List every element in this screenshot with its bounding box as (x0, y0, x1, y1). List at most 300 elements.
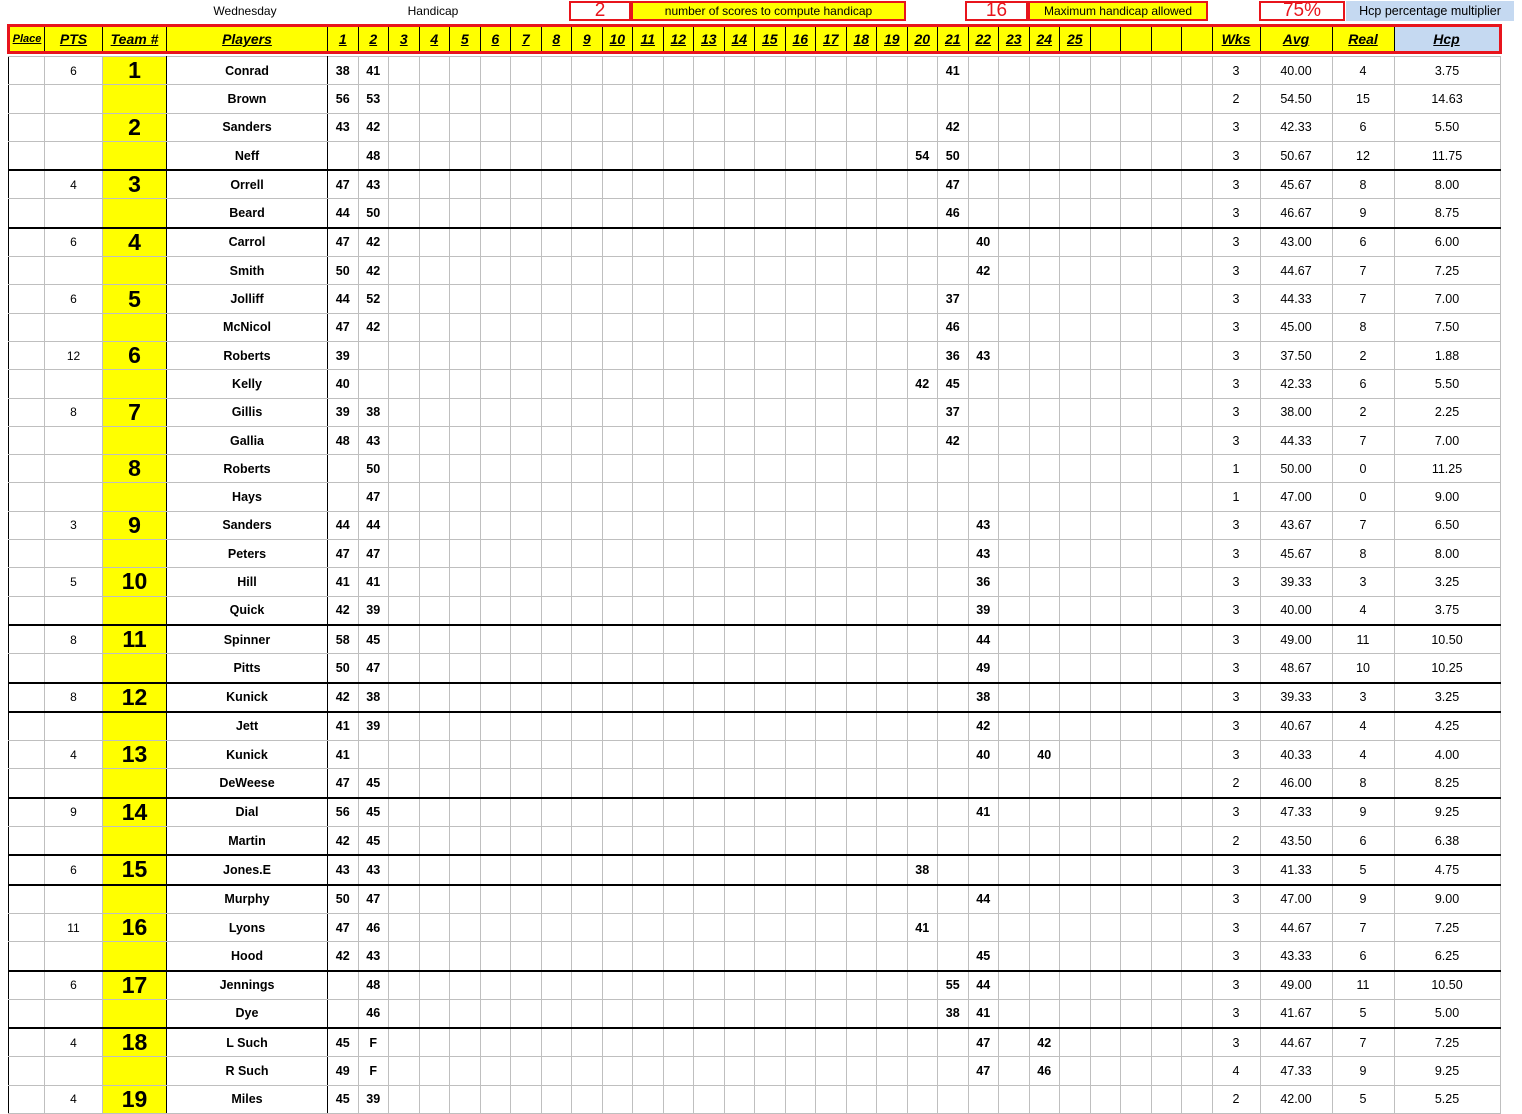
score-cell[interactable] (511, 426, 542, 454)
score-cell[interactable] (846, 228, 877, 257)
score-cell[interactable] (999, 885, 1030, 914)
place-cell[interactable] (9, 57, 45, 85)
score-cell[interactable] (1182, 511, 1213, 539)
score-cell[interactable] (541, 1028, 572, 1057)
score-cell[interactable]: 42 (907, 370, 938, 398)
score-cell[interactable] (1151, 57, 1182, 85)
player-name[interactable]: Jett (167, 712, 328, 741)
score-cell[interactable]: 44 (968, 971, 999, 1000)
score-cell[interactable] (907, 113, 938, 141)
score-cell[interactable] (1090, 683, 1121, 712)
weeks-cell[interactable]: 3 (1212, 141, 1260, 170)
score-cell[interactable] (724, 568, 755, 596)
score-cell[interactable] (724, 455, 755, 483)
score-cell[interactable] (694, 228, 725, 257)
score-cell[interactable] (1182, 1057, 1213, 1085)
score-cell[interactable] (1151, 199, 1182, 228)
hcp-cell[interactable]: 4.00 (1394, 741, 1500, 769)
score-cell[interactable] (938, 568, 969, 596)
pts-cell[interactable]: 6 (45, 228, 103, 257)
score-cell[interactable] (846, 426, 877, 454)
score-cell[interactable] (633, 228, 664, 257)
score-cell[interactable] (877, 341, 908, 369)
hcp-cell[interactable]: 5.00 (1394, 999, 1500, 1028)
team-number[interactable]: 19 (103, 1085, 167, 1113)
score-cell[interactable] (1060, 113, 1091, 141)
score-cell[interactable] (633, 712, 664, 741)
score-cell[interactable] (1121, 769, 1152, 798)
team-number[interactable] (103, 712, 167, 741)
score-cell[interactable] (907, 341, 938, 369)
score-cell[interactable] (450, 199, 481, 228)
weeks-cell[interactable]: 2 (1212, 769, 1260, 798)
score-cell[interactable] (1090, 170, 1121, 199)
avg-cell[interactable]: 42.33 (1260, 113, 1332, 141)
score-cell[interactable] (1090, 85, 1121, 113)
score-cell[interactable]: 40 (328, 370, 359, 398)
score-cell[interactable]: 47 (358, 483, 389, 511)
score-cell[interactable] (755, 913, 786, 941)
score-cell[interactable] (907, 827, 938, 856)
score-cell[interactable]: 42 (938, 113, 969, 141)
place-cell[interactable] (9, 285, 45, 313)
score-cell[interactable] (572, 540, 603, 568)
score-cell[interactable] (1090, 257, 1121, 285)
score-cell[interactable] (1029, 511, 1060, 539)
score-cell[interactable] (724, 341, 755, 369)
weeks-cell[interactable]: 2 (1212, 1085, 1260, 1113)
score-cell[interactable] (999, 769, 1030, 798)
score-cell[interactable] (999, 455, 1030, 483)
score-cell[interactable]: 41 (968, 798, 999, 827)
score-cell[interactable]: 45 (968, 942, 999, 971)
avg-cell[interactable]: 44.67 (1260, 1028, 1332, 1057)
score-cell[interactable] (1029, 313, 1060, 341)
score-cell[interactable] (389, 942, 420, 971)
score-cell[interactable] (663, 228, 694, 257)
score-cell[interactable] (755, 712, 786, 741)
score-cell[interactable] (480, 85, 511, 113)
player-name[interactable]: Dye (167, 999, 328, 1028)
score-cell[interactable] (724, 654, 755, 683)
score-cell[interactable] (999, 913, 1030, 941)
score-cell[interactable] (450, 971, 481, 1000)
score-cell[interactable] (1121, 827, 1152, 856)
score-cell[interactable] (480, 885, 511, 914)
score-cell[interactable] (511, 540, 542, 568)
score-cell[interactable] (511, 855, 542, 884)
pts-cell[interactable] (45, 540, 103, 568)
score-cell[interactable] (1182, 971, 1213, 1000)
score-cell[interactable] (450, 285, 481, 313)
score-cell[interactable] (755, 426, 786, 454)
score-cell[interactable] (541, 654, 572, 683)
score-cell[interactable] (511, 398, 542, 426)
avg-cell[interactable]: 44.67 (1260, 257, 1332, 285)
score-cell[interactable] (846, 285, 877, 313)
score-cell[interactable] (572, 885, 603, 914)
score-cell[interactable] (389, 913, 420, 941)
score-cell[interactable] (389, 1057, 420, 1085)
score-cell[interactable] (602, 199, 633, 228)
score-cell[interactable] (572, 769, 603, 798)
score-cell[interactable] (450, 568, 481, 596)
avg-cell[interactable]: 48.67 (1260, 654, 1332, 683)
avg-cell[interactable]: 39.33 (1260, 683, 1332, 712)
score-cell[interactable] (450, 511, 481, 539)
avg-cell[interactable]: 44.33 (1260, 285, 1332, 313)
pts-cell[interactable]: 11 (45, 913, 103, 941)
score-cell[interactable] (1090, 971, 1121, 1000)
score-cell[interactable] (877, 113, 908, 141)
score-cell[interactable]: 41 (968, 999, 999, 1028)
place-cell[interactable] (9, 712, 45, 741)
score-cell[interactable] (938, 625, 969, 654)
score-cell[interactable] (1060, 855, 1091, 884)
score-cell[interactable] (785, 654, 816, 683)
score-cell[interactable] (846, 568, 877, 596)
score-cell[interactable] (450, 942, 481, 971)
score-cell[interactable] (816, 398, 847, 426)
score-cell[interactable] (999, 341, 1030, 369)
score-cell[interactable] (846, 1028, 877, 1057)
pts-cell[interactable] (45, 885, 103, 914)
player-name[interactable]: Sanders (167, 113, 328, 141)
score-cell[interactable] (450, 741, 481, 769)
score-cell[interactable] (1182, 540, 1213, 568)
score-cell[interactable] (999, 596, 1030, 625)
score-cell[interactable] (694, 540, 725, 568)
hcp-cell[interactable]: 11.75 (1394, 141, 1500, 170)
score-cell[interactable] (419, 85, 450, 113)
score-cell[interactable] (785, 228, 816, 257)
pts-cell[interactable] (45, 426, 103, 454)
score-cell[interactable]: 42 (328, 827, 359, 856)
score-cell[interactable] (999, 999, 1030, 1028)
score-cell[interactable] (480, 1028, 511, 1057)
team-number[interactable]: 8 (103, 455, 167, 483)
score-cell[interactable] (389, 654, 420, 683)
score-cell[interactable] (694, 170, 725, 199)
score-cell[interactable] (1060, 913, 1091, 941)
score-cell[interactable] (877, 769, 908, 798)
score-cell[interactable] (1060, 654, 1091, 683)
score-cell[interactable] (968, 426, 999, 454)
score-cell[interactable] (1182, 313, 1213, 341)
place-cell[interactable] (9, 913, 45, 941)
score-cell[interactable] (419, 683, 450, 712)
score-cell[interactable] (1090, 1085, 1121, 1113)
score-cell[interactable] (1090, 341, 1121, 369)
score-cell[interactable] (663, 511, 694, 539)
score-cell[interactable] (1090, 741, 1121, 769)
score-cell[interactable] (785, 341, 816, 369)
score-cell[interactable] (389, 625, 420, 654)
score-cell[interactable]: 43 (968, 511, 999, 539)
weeks-cell[interactable]: 3 (1212, 511, 1260, 539)
score-cell[interactable] (511, 913, 542, 941)
pts-cell[interactable]: 12 (45, 341, 103, 369)
score-cell[interactable] (999, 798, 1030, 827)
score-cell[interactable] (907, 398, 938, 426)
score-cell[interactable] (663, 113, 694, 141)
score-cell[interactable] (602, 285, 633, 313)
score-cell[interactable]: 39 (358, 1085, 389, 1113)
score-cell[interactable] (694, 568, 725, 596)
score-cell[interactable] (572, 741, 603, 769)
team-number[interactable] (103, 85, 167, 113)
score-cell[interactable] (602, 741, 633, 769)
score-cell[interactable] (389, 511, 420, 539)
hcp-cell[interactable]: 9.00 (1394, 483, 1500, 511)
score-cell[interactable]: 38 (907, 855, 938, 884)
score-cell[interactable] (724, 827, 755, 856)
score-cell[interactable] (907, 1085, 938, 1113)
score-cell[interactable] (1060, 769, 1091, 798)
score-cell[interactable] (633, 426, 664, 454)
place-cell[interactable] (9, 769, 45, 798)
avg-cell[interactable]: 42.33 (1260, 370, 1332, 398)
avg-cell[interactable]: 47.33 (1260, 798, 1332, 827)
score-cell[interactable] (724, 398, 755, 426)
score-cell[interactable] (755, 1085, 786, 1113)
score-cell[interactable] (724, 596, 755, 625)
score-cell[interactable] (1151, 999, 1182, 1028)
team-number[interactable]: 6 (103, 341, 167, 369)
hcp-cell[interactable]: 8.75 (1394, 199, 1500, 228)
score-cell[interactable] (877, 827, 908, 856)
score-cell[interactable] (511, 85, 542, 113)
score-cell[interactable] (419, 1057, 450, 1085)
score-cell[interactable] (907, 885, 938, 914)
score-cell[interactable] (877, 370, 908, 398)
score-cell[interactable]: 43 (328, 855, 359, 884)
score-cell[interactable] (450, 398, 481, 426)
player-name[interactable]: Orrell (167, 170, 328, 199)
score-cell[interactable] (541, 596, 572, 625)
score-cell[interactable] (968, 855, 999, 884)
score-cell[interactable] (602, 540, 633, 568)
score-cell[interactable] (419, 285, 450, 313)
score-cell[interactable] (480, 1057, 511, 1085)
score-cell[interactable] (633, 170, 664, 199)
score-cell[interactable] (846, 741, 877, 769)
score-cell[interactable] (907, 170, 938, 199)
score-cell[interactable] (480, 769, 511, 798)
score-cell[interactable] (419, 370, 450, 398)
score-cell[interactable] (1151, 370, 1182, 398)
score-cell[interactable] (968, 85, 999, 113)
place-cell[interactable] (9, 827, 45, 856)
score-cell[interactable] (450, 228, 481, 257)
score-cell[interactable] (541, 769, 572, 798)
score-cell[interactable] (633, 398, 664, 426)
hcp-cell[interactable]: 10.50 (1394, 625, 1500, 654)
score-cell[interactable] (1151, 683, 1182, 712)
score-cell[interactable] (846, 1085, 877, 1113)
score-cell[interactable] (1182, 741, 1213, 769)
score-cell[interactable] (1060, 971, 1091, 1000)
score-cell[interactable] (480, 113, 511, 141)
score-cell[interactable] (1121, 712, 1152, 741)
weeks-cell[interactable]: 3 (1212, 540, 1260, 568)
score-cell[interactable]: 46 (938, 313, 969, 341)
avg-cell[interactable]: 50.00 (1260, 455, 1332, 483)
score-cell[interactable] (663, 483, 694, 511)
place-cell[interactable] (9, 942, 45, 971)
score-cell[interactable] (633, 341, 664, 369)
place-cell[interactable] (9, 141, 45, 170)
score-cell[interactable] (358, 370, 389, 398)
score-cell[interactable] (785, 483, 816, 511)
score-cell[interactable] (511, 57, 542, 85)
score-cell[interactable] (1121, 1057, 1152, 1085)
score-cell[interactable] (572, 625, 603, 654)
score-cell[interactable]: 42 (358, 313, 389, 341)
place-cell[interactable] (9, 341, 45, 369)
score-cell[interactable] (1060, 228, 1091, 257)
score-cell[interactable] (572, 398, 603, 426)
team-number[interactable]: 16 (103, 913, 167, 941)
score-cell[interactable] (938, 596, 969, 625)
score-cell[interactable] (816, 769, 847, 798)
score-cell[interactable] (724, 913, 755, 941)
score-cell[interactable] (419, 199, 450, 228)
score-cell[interactable] (602, 913, 633, 941)
score-cell[interactable] (419, 712, 450, 741)
score-cell[interactable] (846, 769, 877, 798)
score-cell[interactable] (999, 942, 1030, 971)
score-cell[interactable] (1151, 1085, 1182, 1113)
score-cell[interactable] (511, 199, 542, 228)
score-cell[interactable] (877, 942, 908, 971)
score-cell[interactable] (816, 511, 847, 539)
place-cell[interactable] (9, 885, 45, 914)
score-cell[interactable] (694, 885, 725, 914)
weeks-cell[interactable]: 3 (1212, 57, 1260, 85)
avg-cell[interactable]: 40.00 (1260, 57, 1332, 85)
score-cell[interactable] (907, 540, 938, 568)
weeks-cell[interactable]: 3 (1212, 855, 1260, 884)
score-cell[interactable] (816, 141, 847, 170)
real-cell[interactable]: 6 (1332, 827, 1394, 856)
score-cell[interactable] (724, 228, 755, 257)
score-cell[interactable] (724, 741, 755, 769)
score-cell[interactable]: 42 (328, 596, 359, 625)
score-cell[interactable] (755, 971, 786, 1000)
score-cell[interactable] (663, 398, 694, 426)
score-cell[interactable] (602, 769, 633, 798)
player-name[interactable]: L Such (167, 1028, 328, 1057)
score-cell[interactable] (1060, 741, 1091, 769)
score-cell[interactable] (1182, 257, 1213, 285)
hcp-cell[interactable]: 8.00 (1394, 170, 1500, 199)
score-cell[interactable] (907, 511, 938, 539)
weeks-cell[interactable]: 3 (1212, 313, 1260, 341)
score-cell[interactable] (907, 85, 938, 113)
score-cell[interactable] (816, 855, 847, 884)
place-cell[interactable] (9, 999, 45, 1028)
score-cell[interactable] (480, 511, 511, 539)
score-cell[interactable] (968, 769, 999, 798)
score-cell[interactable] (1151, 654, 1182, 683)
score-cell[interactable]: 47 (328, 913, 359, 941)
real-cell[interactable]: 4 (1332, 596, 1394, 625)
team-number[interactable] (103, 313, 167, 341)
score-cell[interactable] (572, 999, 603, 1028)
score-cell[interactable] (999, 398, 1030, 426)
score-cell[interactable] (389, 827, 420, 856)
score-cell[interactable] (663, 568, 694, 596)
score-cell[interactable] (1121, 596, 1152, 625)
score-cell[interactable] (480, 971, 511, 1000)
score-cell[interactable] (450, 1057, 481, 1085)
score-cell[interactable] (1090, 942, 1121, 971)
score-cell[interactable]: 39 (358, 712, 389, 741)
score-cell[interactable]: 41 (328, 712, 359, 741)
score-cell[interactable] (1060, 313, 1091, 341)
score-cell[interactable] (419, 999, 450, 1028)
score-cell[interactable] (724, 141, 755, 170)
place-cell[interactable] (9, 1057, 45, 1085)
score-cell[interactable] (480, 199, 511, 228)
score-cell[interactable] (1121, 511, 1152, 539)
pts-cell[interactable]: 6 (45, 971, 103, 1000)
score-cell[interactable] (572, 1085, 603, 1113)
score-cell[interactable] (877, 257, 908, 285)
team-number[interactable]: 1 (103, 57, 167, 85)
score-cell[interactable] (724, 540, 755, 568)
score-cell[interactable] (541, 741, 572, 769)
score-cell[interactable] (450, 57, 481, 85)
pts-cell[interactable] (45, 1057, 103, 1085)
score-cell[interactable] (511, 257, 542, 285)
score-cell[interactable]: 42 (358, 228, 389, 257)
real-cell[interactable]: 8 (1332, 769, 1394, 798)
score-cell[interactable] (755, 885, 786, 914)
avg-cell[interactable]: 40.00 (1260, 596, 1332, 625)
score-cell[interactable] (602, 971, 633, 1000)
score-cell[interactable] (541, 683, 572, 712)
player-name[interactable]: Jolliff (167, 285, 328, 313)
score-cell[interactable] (480, 540, 511, 568)
score-cell[interactable] (389, 1028, 420, 1057)
hcp-cell[interactable]: 9.00 (1394, 885, 1500, 914)
score-cell[interactable]: 49 (328, 1057, 359, 1085)
score-cell[interactable] (816, 625, 847, 654)
score-cell[interactable] (1151, 1057, 1182, 1085)
player-name[interactable]: Kunick (167, 683, 328, 712)
score-cell[interactable]: 42 (938, 426, 969, 454)
score-cell[interactable] (450, 683, 481, 712)
score-cell[interactable] (1182, 455, 1213, 483)
score-cell[interactable] (816, 170, 847, 199)
score-cell[interactable] (480, 313, 511, 341)
score-cell[interactable]: 43 (328, 113, 359, 141)
real-cell[interactable]: 7 (1332, 913, 1394, 941)
score-cell[interactable]: 45 (358, 625, 389, 654)
score-cell[interactable]: 47 (938, 170, 969, 199)
score-cell[interactable] (633, 511, 664, 539)
score-cell[interactable]: 47 (968, 1057, 999, 1085)
score-cell[interactable] (694, 1057, 725, 1085)
weeks-cell[interactable]: 3 (1212, 712, 1260, 741)
score-cell[interactable] (785, 913, 816, 941)
score-cell[interactable] (724, 285, 755, 313)
score-cell[interactable] (1121, 683, 1152, 712)
score-cell[interactable] (602, 228, 633, 257)
score-cell[interactable] (1090, 769, 1121, 798)
